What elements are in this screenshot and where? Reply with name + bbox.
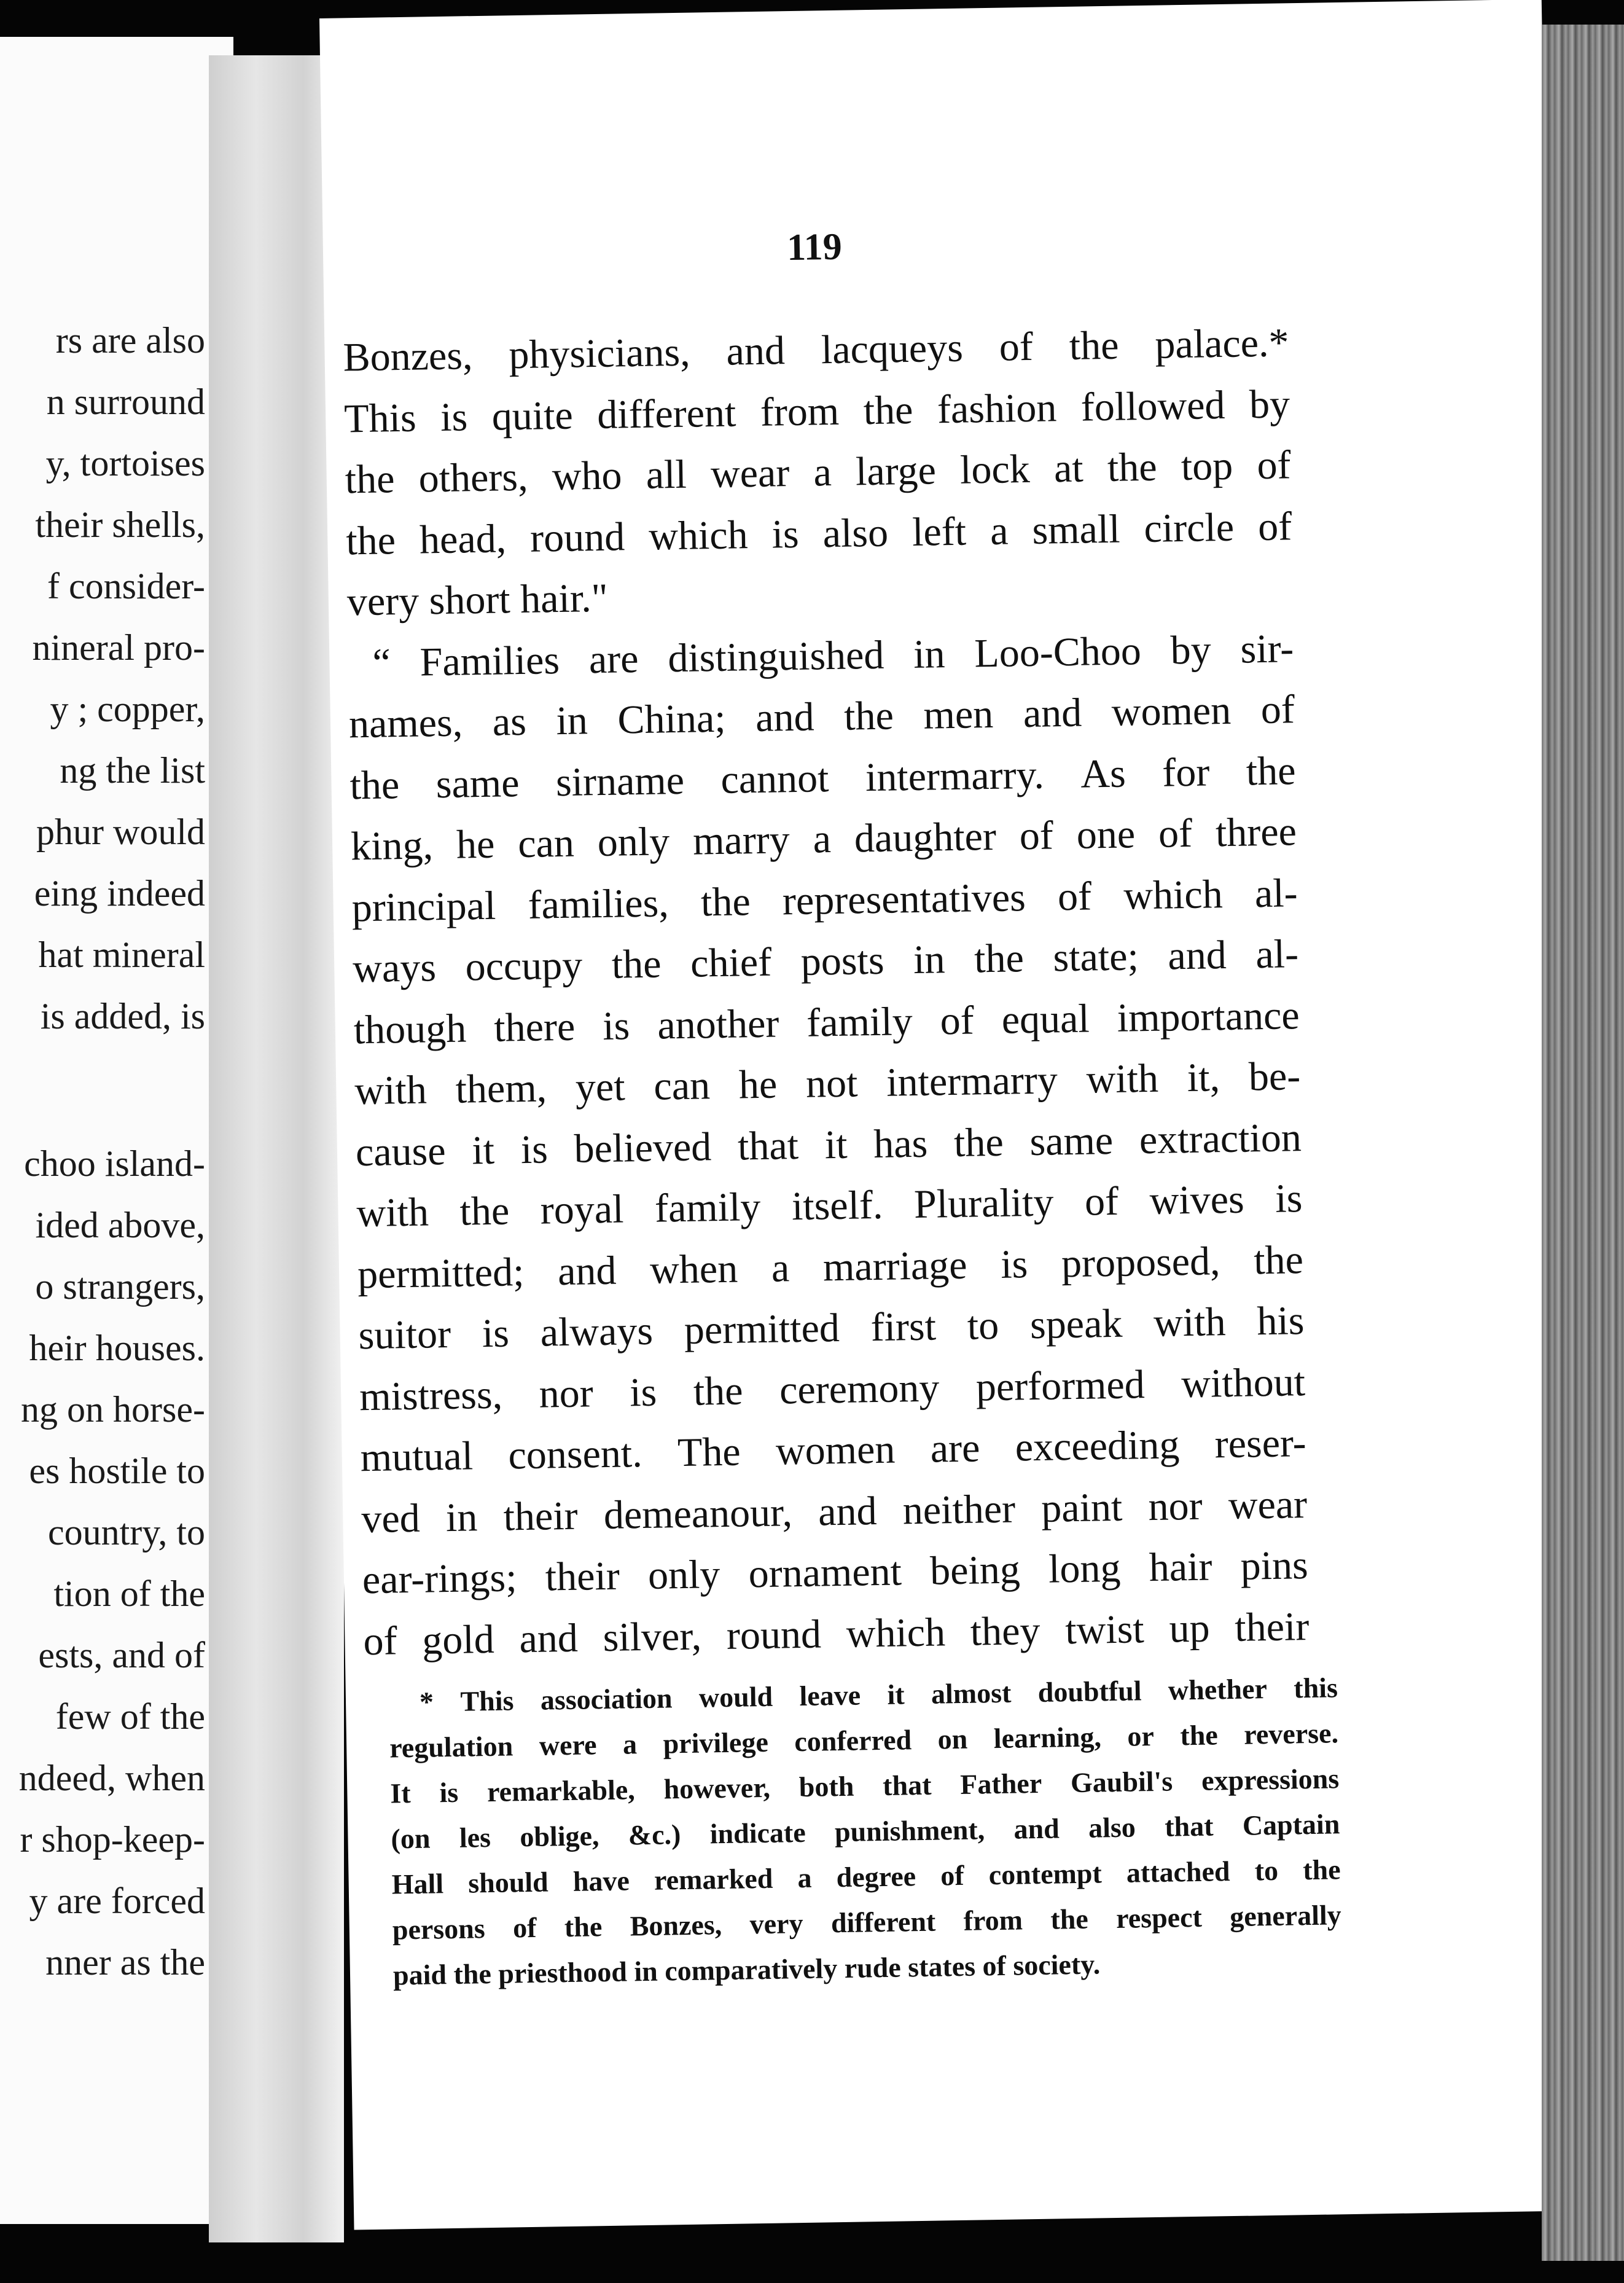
body-line: ear-rings; their only ornament being long hair pins: [362, 1543, 1309, 1603]
body-line: names, as in China; and the men and women of: [348, 687, 1295, 747]
body-line: This is quite different from the fashion followed by: [343, 381, 1290, 441]
body-line: of gold and silver, round which they twist up their: [362, 1604, 1310, 1664]
body-line: principal families, the representatives of which al-: [351, 870, 1298, 930]
left-page-line: eing indeed: [34, 873, 205, 914]
left-page-line: o strangers,: [35, 1266, 205, 1307]
body-line: the same sirname cannot intermarry. As for the: [349, 748, 1296, 808]
page-edge-texture: [1542, 25, 1624, 2261]
left-page-line: ests, and of: [38, 1635, 205, 1675]
left-page-line: phur would: [36, 812, 205, 852]
left-page-line: tion of the: [53, 1573, 205, 1614]
left-page-line: nineral pro-: [32, 627, 205, 668]
left-page-line: few of the: [55, 1696, 205, 1737]
body-line: suitor is always permitted first to speak with his: [358, 1298, 1305, 1358]
left-page-line: ndeed, when: [18, 1758, 205, 1798]
left-page-line: f consider-: [47, 566, 205, 606]
footnote-line: It is remarkable, however, both that Father Gaubil's expressions: [389, 1763, 1340, 1809]
left-page-line: ng the list: [60, 750, 205, 791]
left-page-line: country, to: [47, 1512, 205, 1553]
left-page-line: y are forced: [29, 1881, 205, 1921]
left-page-line: their shells,: [35, 504, 205, 545]
body-line: mutual consent. The women are exceeding reser-: [360, 1420, 1307, 1481]
left-page-line: hat mineral: [38, 934, 205, 975]
body-line: Bonzes, physicians, and lacqueys of the palace.*: [343, 320, 1290, 380]
book-gutter: [209, 55, 344, 2242]
body-line: ved in their demeanour, and neither paint nor wear: [361, 1481, 1308, 1541]
body-line: cause it is believed that it has the same extraction: [355, 1114, 1302, 1175]
body-line: with them, yet can he not intermarry with it, be-: [354, 1054, 1301, 1114]
body-line: “ Families are distinguished in Loo-Choo by sir-: [372, 625, 1294, 686]
footnote-line: * This association would leave it almost doubtful whether this: [419, 1672, 1338, 1718]
left-page-line: ng on horse-: [21, 1389, 205, 1430]
left-page-line: y, tortoises: [45, 443, 205, 484]
left-page-line: heir houses.: [29, 1328, 205, 1368]
body-line: very short hair.": [346, 575, 609, 625]
body-line: the head, round which is also left a small circle of: [345, 503, 1292, 563]
body-line: though there is another family of equal importance: [353, 992, 1300, 1052]
left-page-line: n surround: [46, 382, 205, 422]
body-line: mistress, nor is the ceremony performed without: [359, 1359, 1306, 1419]
left-page-line: r shop-keep-: [20, 1819, 205, 1860]
body-line: king, he can only marry a daughter of one of three: [350, 809, 1297, 869]
body-line: with the royal family itself. Plurality of wives is: [356, 1176, 1303, 1236]
main-page: [319, 0, 1576, 2230]
left-page-line: rs are also: [55, 320, 205, 361]
left-page-line: es hostile to: [29, 1451, 205, 1491]
footnote-line: (on les oblige, &c.) indicate punishment, and also that Captain: [391, 1808, 1340, 1855]
left-page-line: nner as the: [45, 1942, 205, 1983]
left-page-line: ided above,: [35, 1205, 205, 1245]
body-line: ways occupy the chief posts in the state; and al-: [352, 931, 1299, 992]
footnote-line: persons of the Bonzes, very different from the respect generally: [392, 1899, 1342, 1946]
footnote-line: paid the priesthood in comparatively rude states of society.: [392, 1948, 1101, 1991]
footnote-line: Hall should have remarked a degree of contempt attached to the: [391, 1854, 1341, 1900]
page-number: 119: [786, 225, 843, 269]
footnote-line: regulation were a privilege conferred on learning, or the reverse.: [389, 1717, 1339, 1764]
left-page-line: y ; copper,: [50, 689, 205, 729]
left-page-line: choo island-: [24, 1143, 205, 1184]
body-line: the others, who all wear a large lock at the top of: [345, 442, 1292, 503]
body-line: permitted; and when a marriage is proposed, the: [357, 1237, 1304, 1297]
left-facing-page: [0, 37, 233, 2224]
left-page-line: is added, is: [40, 996, 205, 1036]
